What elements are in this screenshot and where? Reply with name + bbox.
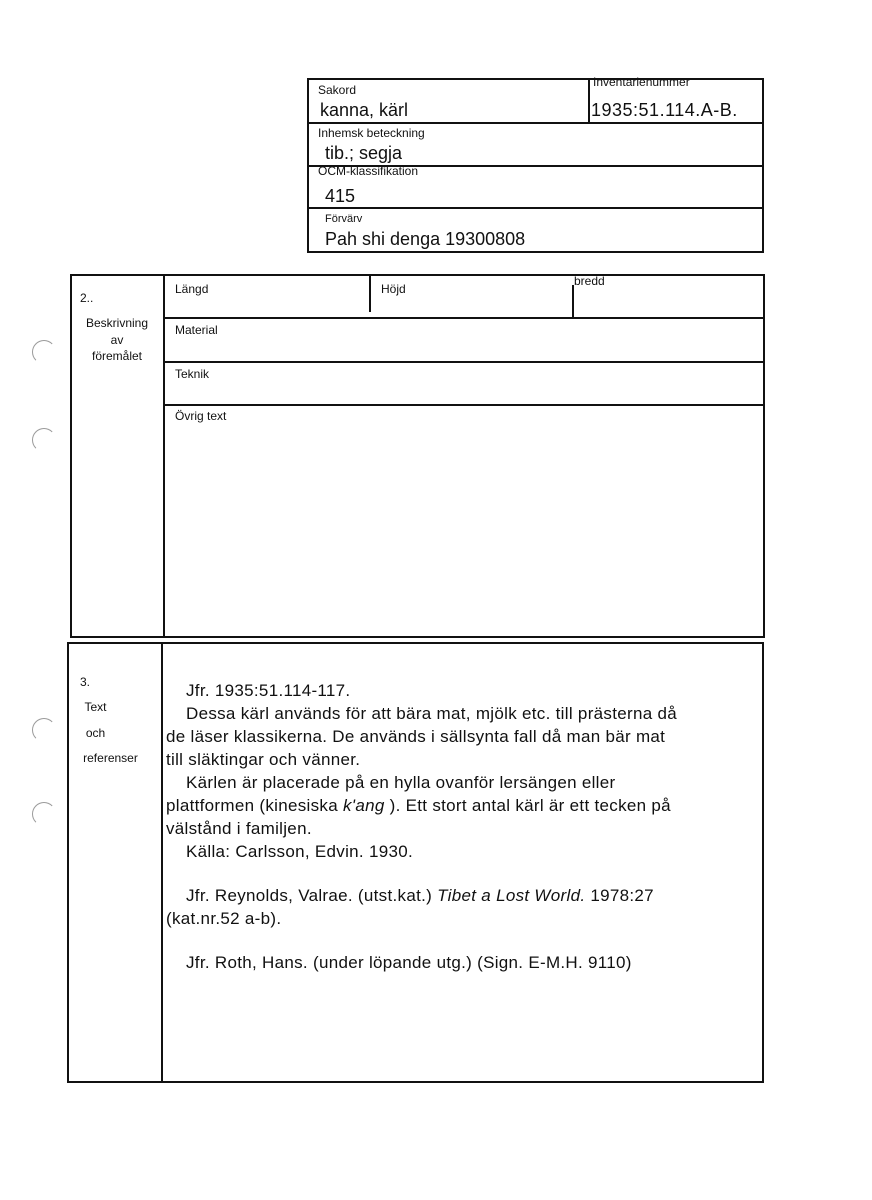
section2-row-divider-2: [163, 361, 765, 363]
punch-hole-4: [32, 802, 56, 826]
material-label: Material: [175, 323, 218, 337]
header-divider-1: [307, 122, 764, 124]
section2-row-divider-1: [163, 317, 765, 319]
ref-line-3: de läser klassikerna. De används i sällsynta fall då man bär mat: [166, 727, 666, 746]
book-title: Tibet a Lost World.: [437, 886, 586, 905]
section2-side-line-3: föremålet: [91, 349, 143, 363]
forvarv-value: Pah shi denga 19300808: [325, 229, 526, 249]
section3-side-line-1: Text: [84, 700, 107, 714]
inhemsk-beteckning-value: tib.; segja: [325, 143, 403, 163]
inventarienummer-label: Inventarienummer: [593, 75, 690, 89]
ocm-label: OCM-klassifikation: [318, 164, 419, 178]
hojd-divider: [369, 274, 371, 312]
ovrig-text-label: Övrig text: [175, 409, 227, 423]
inventarienummer-value: 1935:51.114.A-B.: [591, 100, 738, 120]
ocm-value: 415: [325, 186, 356, 206]
section2-side-divider: [163, 274, 165, 638]
ref-line-1: Jfr. 1935:51.114-117.: [186, 681, 351, 700]
ref-line-9: [186, 886, 654, 906]
reynolds-citation: Jfr. Reynolds, Valrae. (utst.kat.): [186, 886, 433, 905]
ref-line-6-b: ). Ett stort antal kärl är ett tecken på: [389, 796, 671, 815]
section2-side-line-1: Beskrivning: [85, 316, 149, 330]
ref-line-2: Dessa kärl används för att bära mat, mjölk etc. till prästerna då: [186, 704, 677, 723]
sakord-label: Sakord: [318, 83, 357, 97]
sakord-value: kanna, kärl: [320, 100, 409, 120]
reynolds-page: 1978:27: [590, 886, 654, 905]
section2-number: 2..: [80, 291, 94, 305]
section3-side-line-3: referenser: [83, 751, 138, 765]
section3-side-line-2: och: [85, 726, 106, 740]
header-divider-vertical: [588, 78, 590, 123]
bredd-divider: [572, 285, 574, 319]
ref-line-4: till släktingar och vänner.: [166, 750, 361, 769]
section3-number: 3.: [80, 675, 91, 689]
ref-line-6: [166, 796, 671, 816]
section2-side-line-2: av: [110, 333, 124, 347]
ref-line-10: (kat.nr.52 a-b).: [166, 909, 282, 928]
forvarv-label: Förvärv: [325, 213, 363, 225]
ref-line-7: välstånd i familjen.: [166, 819, 312, 838]
section3-side-divider: [161, 642, 163, 1083]
ref-line-11: Jfr. Roth, Hans. (under löpande utg.) (Sign. E-M.H. 9110): [186, 953, 632, 972]
bredd-label: bredd: [574, 274, 605, 288]
ref-line-6-a: plattformen (kinesiska: [166, 796, 338, 815]
section2-row-divider-3: [163, 404, 765, 406]
punch-hole-3: [32, 718, 56, 742]
inhemsk-beteckning-label: Inhemsk beteckning: [318, 126, 425, 140]
ref-line-5: Kärlen är placerade på en hylla ovanför lersängen eller: [186, 773, 616, 792]
kang-term: k'ang: [342, 796, 385, 815]
ref-line-8: Källa: Carlsson, Edvin. 1930.: [186, 842, 413, 861]
punch-hole-2: [32, 428, 56, 452]
teknik-label: Teknik: [175, 367, 210, 381]
langd-label: Längd: [175, 282, 209, 296]
header-divider-3: [307, 207, 764, 209]
punch-hole-1: [32, 340, 56, 364]
hojd-label: Höjd: [381, 282, 406, 296]
